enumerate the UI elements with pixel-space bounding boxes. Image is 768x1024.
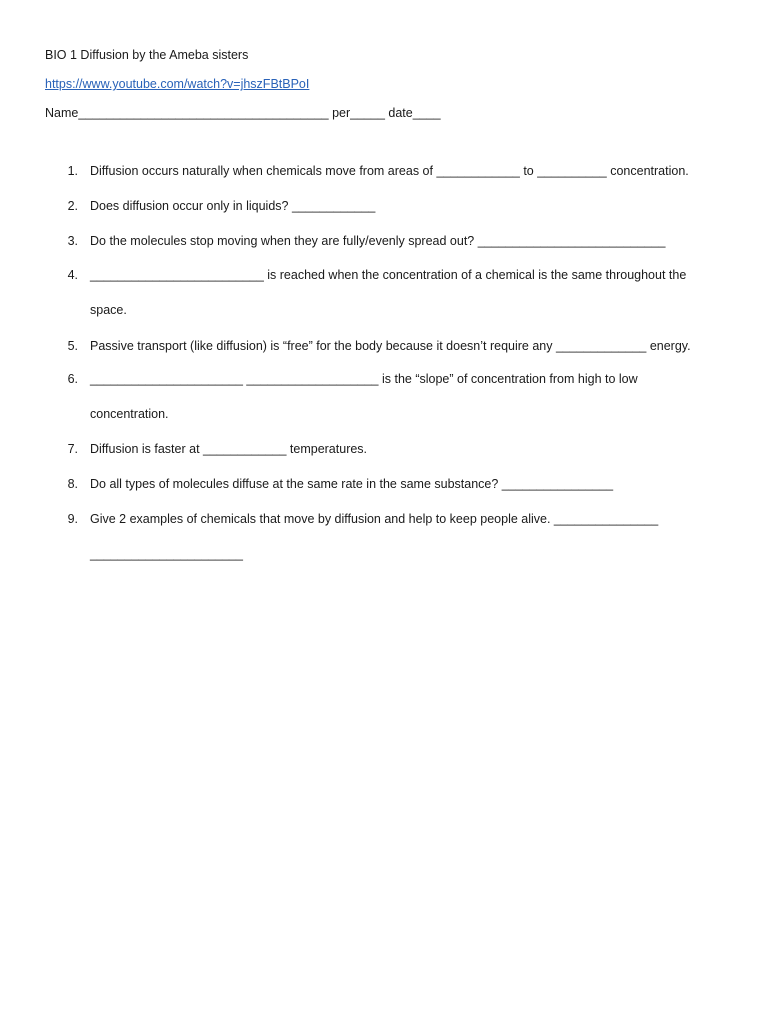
- name-period-date-line: Name____________________________________ per_____ date____: [45, 106, 441, 120]
- question-number: 7.: [67, 442, 78, 456]
- question-text: Diffusion occurs naturally when chemicals move from areas of ____________ to __________ concentration.: [90, 164, 689, 178]
- question-text: Passive transport (like diffusion) is “free” for the body because it doesn’t require any _____________ energy.: [90, 339, 691, 353]
- question-number: 5.: [67, 339, 78, 353]
- question-text: Do the molecules stop moving when they are fully/evenly spread out? ___________________________: [90, 234, 666, 248]
- question-number: 4.: [67, 268, 78, 282]
- question-text: ______________________ ___________________ is the “slope” of concentration from high to low: [90, 372, 638, 386]
- question-number: 3.: [67, 234, 78, 248]
- question-text-continued: concentration.: [90, 407, 169, 421]
- question-number: 2.: [67, 199, 78, 213]
- question-number: 9.: [67, 512, 78, 526]
- question-text-continued: space.: [90, 303, 127, 317]
- worksheet-title: BIO 1 Diffusion by the Ameba sisters: [45, 48, 249, 62]
- question-text: _________________________ is reached when the concentration of a chemical is the same throughout the: [90, 268, 687, 282]
- question-number: 8.: [67, 477, 78, 491]
- video-link[interactable]: https://www.youtube.com/watch?v=jhszFBtBPoI: [45, 77, 310, 91]
- question-text-continued: ______________________: [90, 547, 243, 561]
- question-text: Does diffusion occur only in liquids? ____________: [90, 199, 376, 213]
- question-number: 6.: [67, 372, 78, 386]
- question-text: Give 2 examples of chemicals that move by diffusion and help to keep people alive. _______________: [90, 512, 659, 526]
- question-text: Diffusion is faster at ____________ temperatures.: [90, 442, 368, 456]
- question-number: 1.: [67, 164, 78, 178]
- question-text: Do all types of molecules diffuse at the same rate in the same substance? ________________: [90, 477, 614, 491]
